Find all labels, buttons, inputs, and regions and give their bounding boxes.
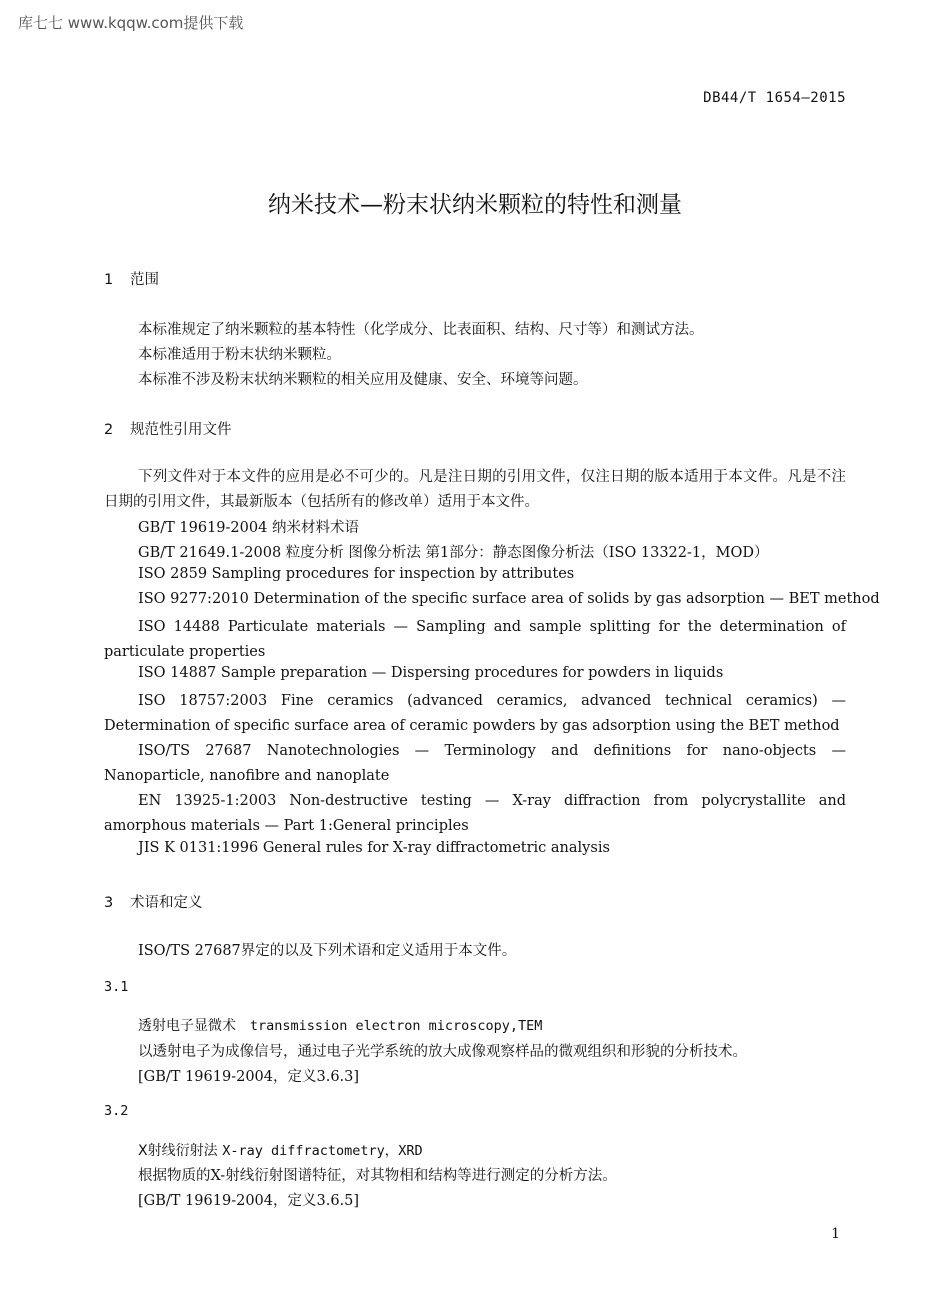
standard-code: DB44/T 1654—2015 [703, 90, 846, 106]
reference-item: ISO 18757:2003 Fine ceramics (advanced ceramics, advanced technical ceramics) — Determination of specific surface area of ceramic powders by gas adsorption using the BET method [104, 693, 846, 734]
reference-item: ISO 9277:2010 Determination of the specific surface area of solids by gas adsorption — BET method [138, 591, 880, 607]
term-definition: 以透射电子为成像信号，通过电子光学系统的放大成像观察样品的微观组织和形貌的分析技术。 [138, 1044, 747, 1060]
watermark: 库七七 www.kqqw.com提供下载 [18, 14, 244, 32]
paragraph: 本标准适用于粉末状纳米颗粒。 [138, 347, 341, 363]
reference-item: ISO/TS 27687 Nanotechnologies — Terminology and definitions for nano-objects — Nanoparticle, nanofibre and nanoplate [104, 743, 846, 784]
term-source: [GB/T 19619-2004，定义3.6.3] [138, 1069, 360, 1085]
reference-item: ISO 2859 Sampling procedures for inspection by attributes [138, 566, 575, 582]
reference-item: ISO 14887 Sample preparation — Dispersing procedures for powders in liquids [138, 665, 724, 681]
section-1-heading [104, 268, 159, 289]
term-definition: 根据物质的X-射线衍射图谱特征，对其物相和结构等进行测定的分析方法。 [138, 1168, 617, 1184]
term-english: X-ray diffractometry，XRD [222, 1143, 423, 1159]
reference-item: JIS K 0131:1996 General rules for X-ray diffractometric analysis [138, 840, 610, 856]
section-title: 术语和定义 [130, 895, 203, 911]
section-title: 范围 [130, 272, 159, 288]
section-number: 3 [104, 895, 114, 911]
section-number: 1 [104, 272, 114, 288]
paragraph: 本标准不涉及粉末状纳米颗粒的相关应用及健康、安全、环境等问题。 [138, 372, 588, 388]
reference-item: EN 13925-1:2003 Non-destructive testing — X-ray diffraction from polycrystallite and amorphous materials — Part 1:General principles [104, 793, 846, 834]
page-number: 1 [831, 1226, 840, 1242]
section-3-intro: ISO/TS 27687界定的以及下列术语和定义适用于本文件。 [138, 943, 517, 959]
term-chinese: 透射电子显微术 [138, 1018, 236, 1034]
document-title: 纳米技术—粉末状纳米颗粒的特性和测量 [268, 192, 682, 218]
term-english: transmission electron microscopy,TEM [249, 1018, 543, 1034]
section-number: 2 [104, 422, 114, 438]
term-heading [138, 1015, 542, 1035]
section-2-intro: 下列文件对于本文件的应用是必不可少的。凡是注日期的引用文件，仅注日期的版本适用于本文件。凡是不注日期的引用文件，其最新版本（包括所有的修改单）适用于本文件。 [104, 469, 846, 510]
term-heading [138, 1139, 423, 1160]
term-source: [GB/T 19619-2004，定义3.6.5] [138, 1193, 360, 1209]
reference-item: ISO 14488 Particulate materials — Sampling and sample splitting for the determination of particulate properties [104, 619, 846, 660]
section-title: 规范性引用文件 [130, 422, 232, 438]
reference-item: GB/T 19619-2004 纳米材料术语 [138, 520, 359, 536]
term-number: 3.2 [104, 1103, 129, 1119]
paragraph: 本标准规定了纳米颗粒的基本特性（化学成分、比表面积、结构、尺寸等）和测试方法。 [138, 322, 704, 338]
term-chinese: X射线衍射法 [138, 1143, 218, 1159]
section-3-heading [104, 891, 203, 912]
section-2-heading [104, 418, 232, 439]
term-number: 3.1 [104, 979, 129, 995]
reference-item: GB/T 21649.1-2008 粒度分析 图像分析法 第1部分：静态图像分析法（ISO 13322-1，MOD） [138, 545, 769, 561]
